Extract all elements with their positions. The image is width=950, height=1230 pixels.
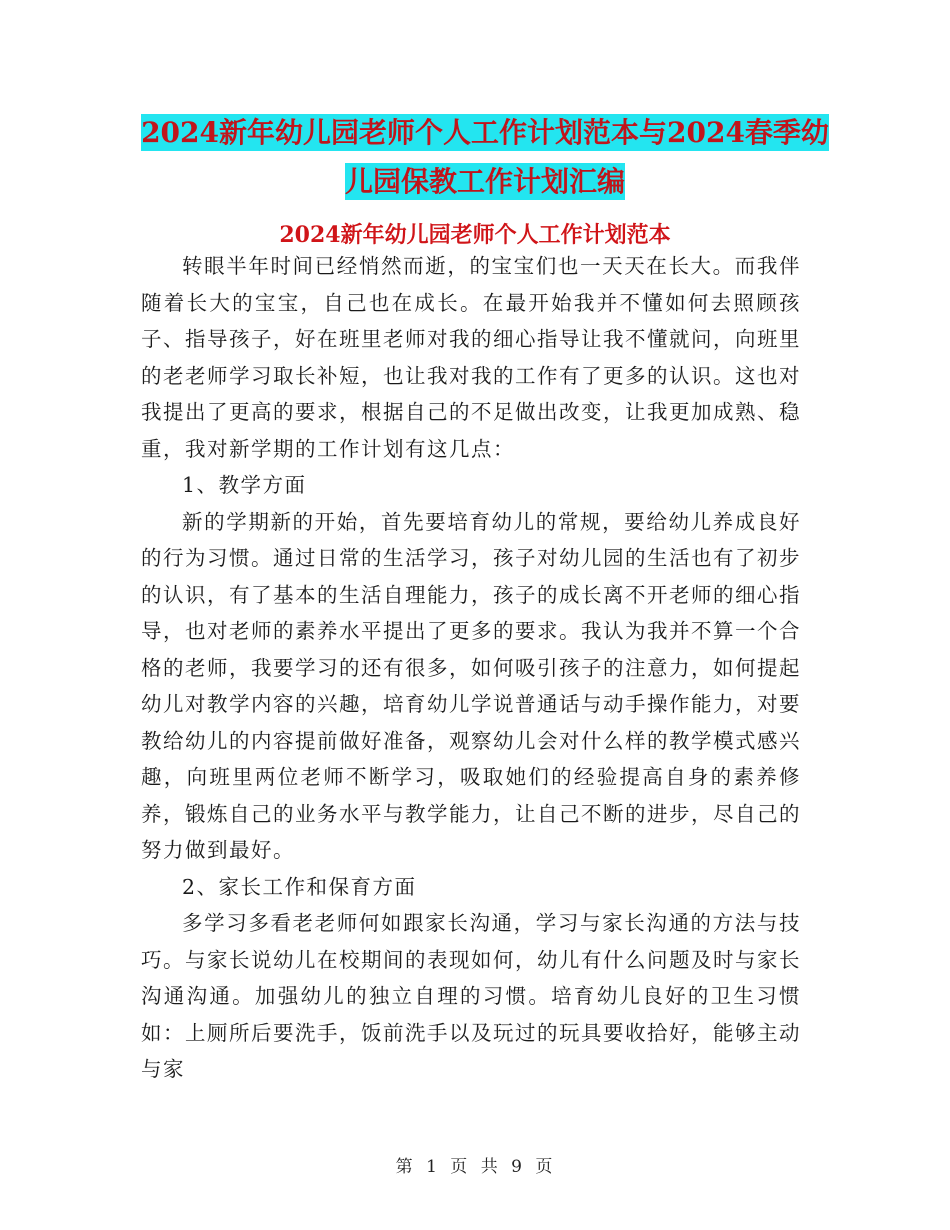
footer-prefix: 第: [395, 1157, 415, 1177]
paragraph-intro: 转眼半年时间已经悄然而逝，的宝宝们也一天天在长大。而我伴随着长大的宝宝，自己也在成长。在最开始我并不懂如何去照顾孩子、指导孩子，好在班里老师对我的细心指导让我不懂就问，向班里的老老师学习取长补短，也让我对我的工作有了更多的认识。这也对我提出了更高的要求，根据自己的不足做出改变，让我更加成熟、稳重，我对新学期的工作计划有这几点：: [141, 254, 801, 461]
footer-suffix: 页: [535, 1157, 555, 1177]
main-title: [140, 108, 830, 206]
paragraph-parents-care: 多学习多看老老师何如跟家长沟通，学习与家长沟通的方法与技巧。与家长说幼儿在校期间的表现如何，幼儿有什么问题及时与家长沟通沟通。加强幼儿的独立自理的习惯。培育幼儿良好的卫生习惯如：上厕所后要洗手，饭前洗手以及玩过的玩具要收拾好，能够主动与家: [141, 911, 801, 1081]
footer-page-label: 页: [450, 1157, 470, 1177]
footer-page-number: 1: [426, 1157, 439, 1177]
footer-total-prefix: 共: [480, 1157, 500, 1177]
page-footer: [0, 1152, 950, 1177]
body-text: [141, 248, 801, 1088]
main-title-line-2: 儿园保教工作计划汇编: [344, 165, 625, 198]
section-title: 2024新年幼儿园老师个人工作计划范本: [279, 222, 671, 248]
paragraph-teaching: 新的学期新的开始，首先要培育幼儿的常规，要给幼儿养成良好的行为习惯。通过日常的生活学习，孩子对幼儿园的生活也有了初步的认识，有了基本的生活自理能力，孩子的成长离不开老师的细心指导，也对老师的素养水平提出了更多的要求。我认为我并不算一个合格的老师，我要学习的还有很多，如何吸引孩子的注意力，如何提起幼儿对教学内容的兴趣，培育幼儿学说普通话与动手操作能力，对要教给幼儿的内容提前做好准备，观察幼儿会对什么样的教学模式感兴趣，向班里两位老师不断学习，吸取她们的经验提高自身的素养修养，锻炼自己的业务水平与教学能力，让自己不断的进步，尽自己的努力做到最好。: [141, 509, 801, 862]
heading-teaching: 1、教学方面: [182, 473, 307, 497]
footer-total-pages: 9: [511, 1157, 524, 1177]
heading-parents-care: 2、家长工作和保育方面: [182, 874, 417, 899]
main-title-line-1: 2024新年幼儿园老师个人工作计划范本与2024春季幼: [141, 116, 829, 149]
